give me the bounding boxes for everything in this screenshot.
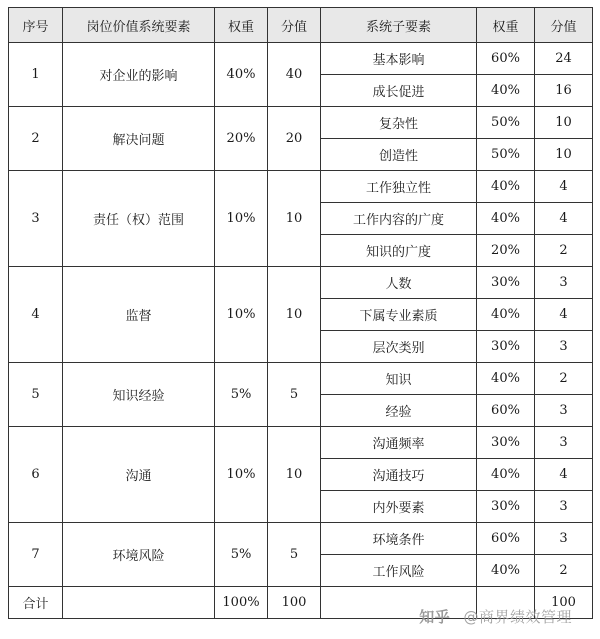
sub-element: 知识: [321, 363, 477, 395]
header-sub-weight: 权重: [477, 8, 535, 43]
sub-score: 3: [535, 523, 593, 555]
sub-weight: 30%: [477, 491, 535, 523]
group-score: 5: [268, 523, 321, 587]
watermark: [419, 606, 572, 627]
group-weight: 10%: [215, 427, 268, 523]
sub-score: 3: [535, 331, 593, 363]
sub-weight: 40%: [477, 299, 535, 331]
sub-weight: 30%: [477, 427, 535, 459]
sub-score: 2: [535, 555, 593, 587]
group-weight: 10%: [215, 171, 268, 267]
group-seq: 1: [9, 43, 63, 107]
header-sub-element: 系统子要素: [321, 8, 477, 43]
sub-score: 16: [535, 75, 593, 107]
group-score: 20: [268, 107, 321, 171]
sub-score: 10: [535, 107, 593, 139]
sub-element: 下属专业素质: [321, 299, 477, 331]
sub-weight: 40%: [477, 75, 535, 107]
sub-weight: 50%: [477, 107, 535, 139]
group-seq: 5: [9, 363, 63, 427]
sub-weight: 60%: [477, 395, 535, 427]
header-weight: 权重: [215, 8, 268, 43]
header-score: 分值: [268, 8, 321, 43]
total-element-empty: [63, 587, 215, 619]
group-element: 环境风险: [63, 523, 215, 587]
sub-score: 4: [535, 171, 593, 203]
header-element: 岗位价值系统要素: [63, 8, 215, 43]
group-score: 10: [268, 427, 321, 523]
group-seq: 7: [9, 523, 63, 587]
sub-score: 3: [535, 491, 593, 523]
sub-element: 人数: [321, 267, 477, 299]
total-score: 100: [268, 587, 321, 619]
sub-weight: 30%: [477, 331, 535, 363]
header-sub-score: 分值: [535, 8, 593, 43]
sub-weight: 60%: [477, 43, 535, 75]
sub-weight: 40%: [477, 555, 535, 587]
sub-element: 知识的广度: [321, 235, 477, 267]
group-element: 沟通: [63, 427, 215, 523]
group-element: 解决问题: [63, 107, 215, 171]
group-weight: 40%: [215, 43, 268, 107]
group-weight: 20%: [215, 107, 268, 171]
group-weight: 5%: [215, 523, 268, 587]
sub-element: 工作风险: [321, 555, 477, 587]
sub-weight: 60%: [477, 523, 535, 555]
total-sub-score: 100: [535, 587, 593, 619]
sub-weight: 20%: [477, 235, 535, 267]
sub-element: 工作独立性: [321, 171, 477, 203]
group-element: 责任（权）范围: [63, 171, 215, 267]
sub-weight: 40%: [477, 363, 535, 395]
sub-score: 2: [535, 363, 593, 395]
table-body: [9, 8, 593, 619]
sub-element: 成长促进: [321, 75, 477, 107]
group-element: 知识经验: [63, 363, 215, 427]
sub-element: 复杂性: [321, 107, 477, 139]
sub-weight: 30%: [477, 267, 535, 299]
sub-score: 10: [535, 139, 593, 171]
header-row: [9, 8, 593, 43]
sub-score: 3: [535, 395, 593, 427]
table-row: [9, 523, 593, 555]
sub-element: 内外要素: [321, 491, 477, 523]
total-label: 合计: [9, 587, 63, 619]
sub-weight: 40%: [477, 171, 535, 203]
sub-weight: 40%: [477, 203, 535, 235]
total-weight: 100%: [215, 587, 268, 619]
group-seq: 4: [9, 267, 63, 363]
sub-score: 4: [535, 203, 593, 235]
table-row: [9, 363, 593, 395]
table-row: [9, 427, 593, 459]
table-row: [9, 171, 593, 203]
sub-weight: 50%: [477, 139, 535, 171]
zhihu-logo: 知乎: [419, 608, 451, 626]
watermark-text: @商界绩效管理: [463, 608, 572, 626]
sub-weight: 40%: [477, 459, 535, 491]
sub-element: 环境条件: [321, 523, 477, 555]
table-row: [9, 267, 593, 299]
sub-score: 3: [535, 267, 593, 299]
sub-element: 层次类别: [321, 331, 477, 363]
sub-element: 基本影响: [321, 43, 477, 75]
sub-element: 沟通技巧: [321, 459, 477, 491]
sub-score: 4: [535, 459, 593, 491]
table-row: [9, 107, 593, 139]
sub-score: 24: [535, 43, 593, 75]
group-seq: 6: [9, 427, 63, 523]
group-score: 10: [268, 171, 321, 267]
group-seq: 2: [9, 107, 63, 171]
group-weight: 5%: [215, 363, 268, 427]
sub-element: 工作内容的广度: [321, 203, 477, 235]
sub-score: 4: [535, 299, 593, 331]
header-seq: 序号: [9, 8, 63, 43]
sub-score: 3: [535, 427, 593, 459]
group-score: 40: [268, 43, 321, 107]
sub-element: 沟通频率: [321, 427, 477, 459]
sub-element: 经验: [321, 395, 477, 427]
sub-element: 创造性: [321, 139, 477, 171]
group-weight: 10%: [215, 267, 268, 363]
group-seq: 3: [9, 171, 63, 267]
group-element: 监督: [63, 267, 215, 363]
sub-score: 2: [535, 235, 593, 267]
group-element: 对企业的影响: [63, 43, 215, 107]
group-score: 5: [268, 363, 321, 427]
group-score: 10: [268, 267, 321, 363]
value-factor-table: [8, 7, 593, 619]
table-row: [9, 43, 593, 75]
